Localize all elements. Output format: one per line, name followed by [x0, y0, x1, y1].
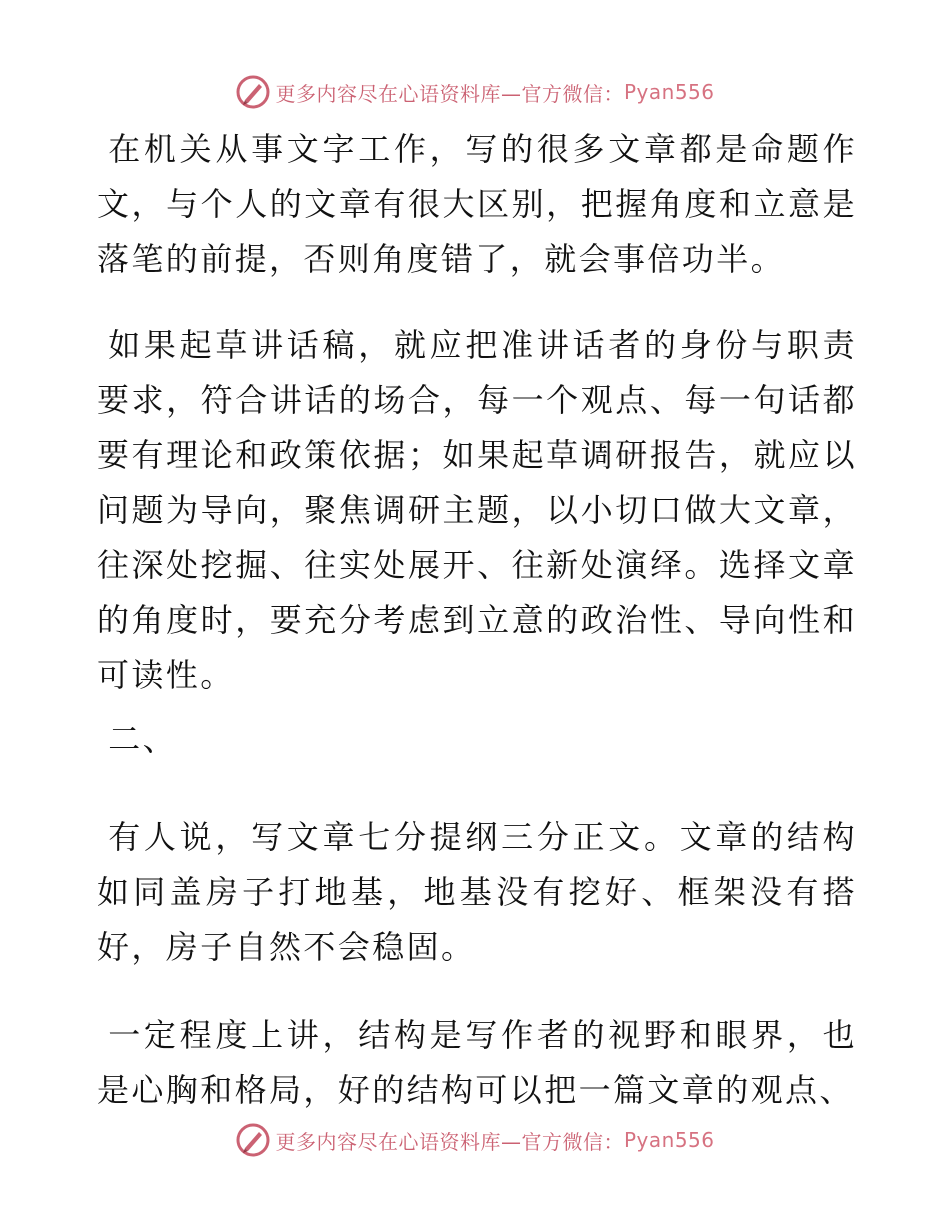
paragraph-3: 有人说，写文章七分提纲三分正文。文章的结构如同盖房子打地基，地基没有挖好、框架没有搭好，房子自然不会稳固。 — [97, 818, 857, 966]
pen-logo-icon — [235, 74, 271, 110]
watermark-id: Pyan556 — [623, 1128, 715, 1152]
watermark-text: 更多内容尽在心语资料库—官方微信： — [275, 81, 624, 106]
paragraph-2: 如果起草讲话稿，就应把准讲话者的身份与职责要求，符合讲话的场合，每一个观点、每一句话都要有理论和政策依据；如果起草调研报告，就应以问题为导向，聚焦调研主题，以小切口做大文章，往深处挖掘、往实处展开、往新处演绎。选择文章的角度时，要充分考虑到立意的政治性、导向性和可读性。 — [97, 326, 857, 694]
watermark-text: 更多内容尽在心语资料库—官方微信： — [275, 1129, 624, 1154]
watermark-id: Pyan556 — [623, 80, 715, 104]
footer-watermark — [0, 1120, 950, 1160]
header-watermark — [0, 72, 950, 112]
paragraph-1: 在机关从事文字工作，写的很多文章都是命题作文，与个人的文章有很大区别，把握角度和立意是落笔的前提，否则角度错了，就会事倍功半。 — [97, 130, 857, 278]
pen-logo-icon — [235, 1122, 271, 1158]
paragraph-4: 一定程度上讲，结构是写作者的视野和眼界，也是心胸和格局，好的结构可以把一篇文章的观点、 — [97, 1016, 857, 1109]
section-heading: 二、 — [108, 720, 177, 758]
